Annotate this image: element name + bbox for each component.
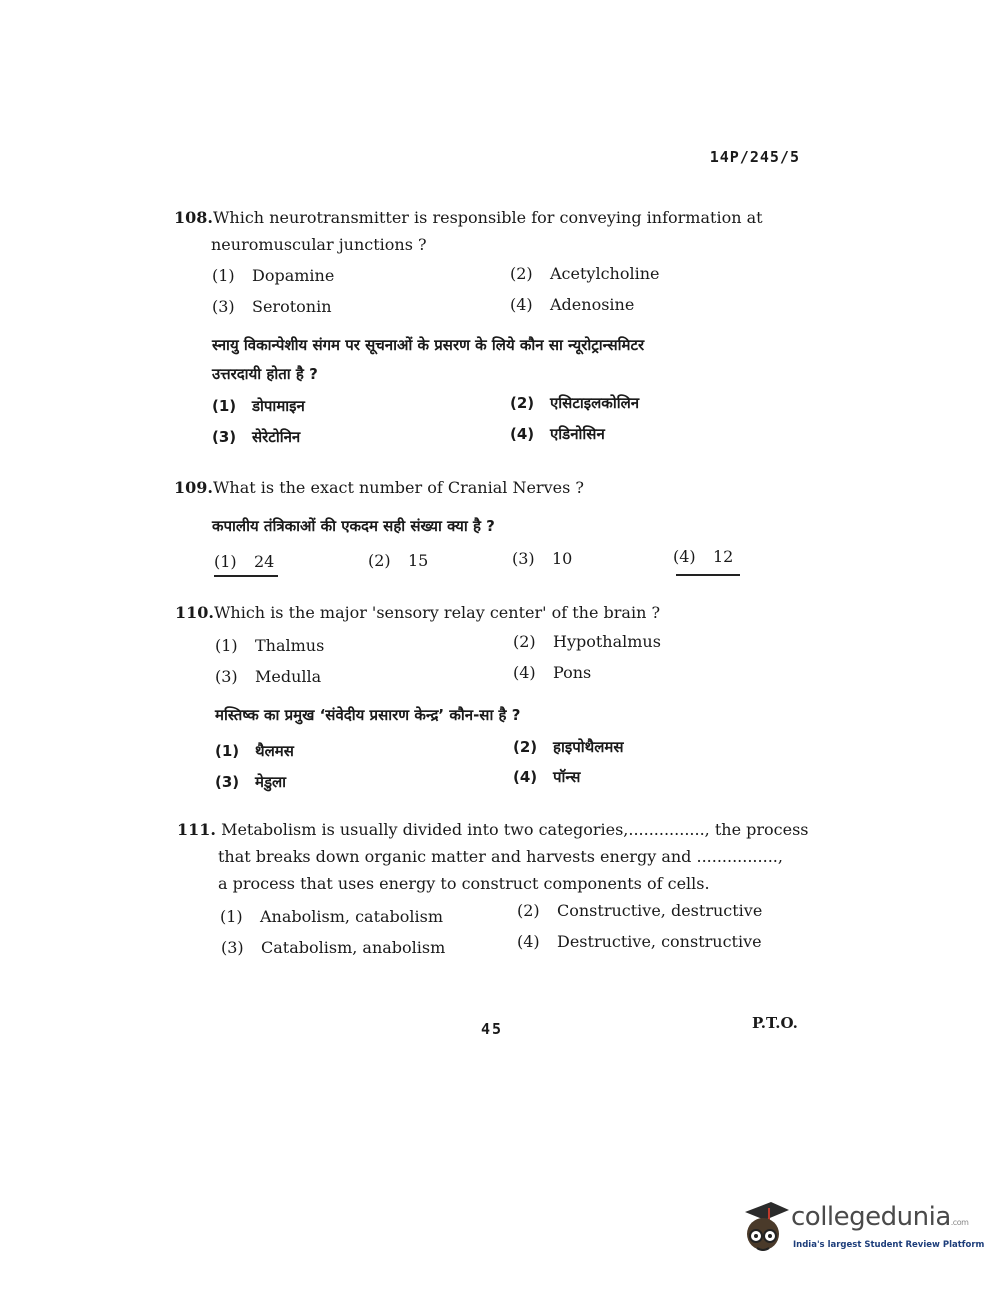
hindi-option: (1) डोपामाइन [212,397,305,415]
option: (3) Catabolism, anabolism [221,938,446,957]
option: (4) Adenosine [510,295,635,314]
question-108-hindi-line-2: उत्तरदायी होता है ? [212,365,318,383]
question-110-line-1 [175,603,660,622]
question-text: Metabolism is usually divided into two categories,..............., the process [221,820,809,839]
hindi-option: (4) एडिनोसिन [510,425,605,443]
question-number: 110. [175,603,214,622]
option: (4) Pons [513,663,592,682]
hindi-option: (3) सेरेटोनिन [212,428,301,446]
question-text: Which is the major 'sensory relay center' of the brain ? [213,603,661,622]
question-108-line-2: neuromuscular junctions ? [211,235,427,254]
question-111-line-1 [177,820,809,839]
brand-name: collegedunia.com [791,1202,969,1232]
question-111-line-2: that breaks down organic matter and harvests energy and ................, [218,847,783,866]
option: (3) Serotonin [212,297,332,316]
hindi-option: (3) मेडुला [215,773,287,791]
question-text: What is the exact number of Cranial Nerves ? [212,478,584,497]
hindi-option: (2) एसिटाइलकोलिन [510,394,640,412]
option: (3) Medulla [215,667,322,686]
option: (2) 15 [368,551,429,570]
hindi-option: (2) हाइपोथैलमस [513,738,624,756]
collegedunia-logo [735,1198,985,1258]
option: (2) Hypothalmus [513,632,661,651]
option: (4) Destructive, constructive [517,932,762,951]
handwritten-underline [676,574,740,576]
page-number: 45 [481,1020,504,1038]
question-text: Which neurotransmitter is responsible for conveying information at [212,208,763,227]
option: (1) 24 [214,552,275,571]
question-108-line-1 [174,208,763,227]
hindi-option: (1) थैलमस [215,742,294,760]
option: (1) Thalmus [215,636,325,655]
question-number: 109. [174,478,213,497]
question-108-hindi-line-1: स्नायु विकान्पेशीय संगम पर सूचनाओं के प्रसरण के लिये कौन सा न्यूरोट्रान्समिटर [212,336,645,354]
question-111-line-3: a process that uses energy to construct components of cells. [218,874,710,893]
mascot-icon [735,1198,793,1258]
question-number: 108. [174,208,213,227]
handwritten-underline [214,575,278,577]
question-109-line-1 [174,478,584,497]
question-109-hindi-line-1: कपालीय तंत्रिकाओं की एकदम सही संख्या क्या है ? [212,517,495,535]
option: (3) 10 [512,549,573,568]
question-number: 111. [177,820,216,839]
option: (1) Anabolism, catabolism [220,907,444,926]
question-110-hindi-line-1: मस्तिष्क का प्रमुख ‘संवेदीय प्रसारण केन्द्र’ कौन-सा है ? [215,706,521,724]
option: (1) Dopamine [212,266,335,285]
option: (2) Acetylcholine [510,264,660,283]
pto-label: P.T.O. [752,1014,798,1032]
hindi-option: (4) पॉन्स [513,768,581,786]
paper-code: 14P/245/5 [709,148,800,166]
option: (2) Constructive, destructive [517,901,763,920]
brand-tagline: India's largest Student Review Platform [793,1240,985,1250]
option: (4) 12 [673,547,734,566]
